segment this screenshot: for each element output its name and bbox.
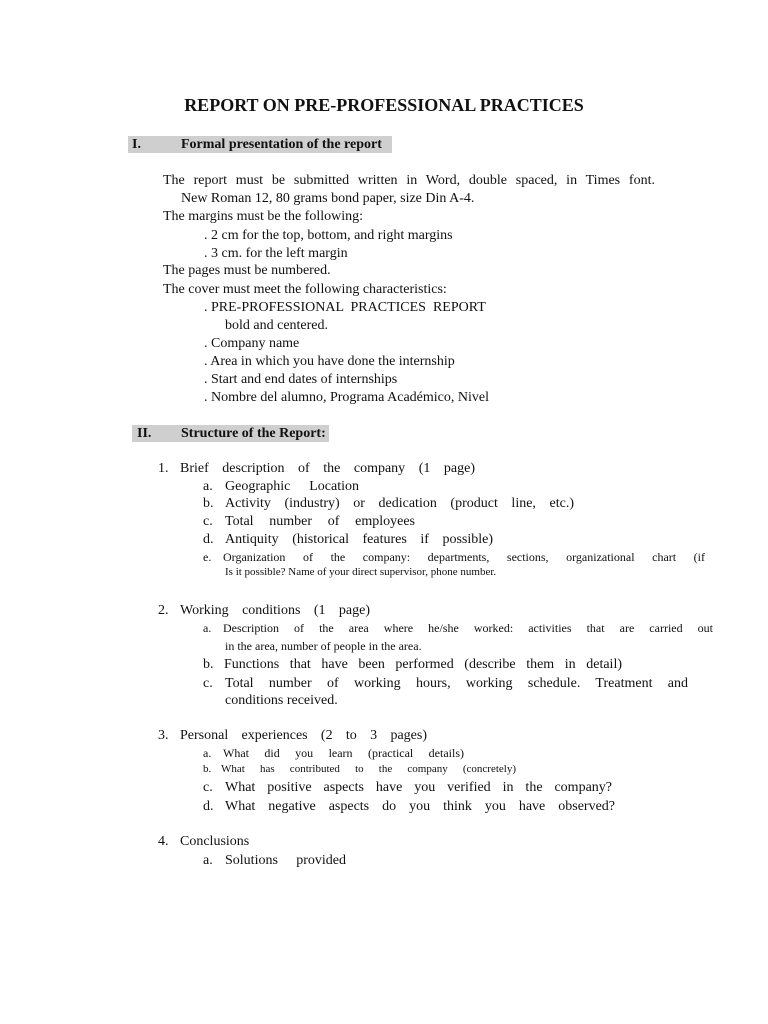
sub-item-text: Antiquity (historical features if possible) xyxy=(225,532,493,547)
sub-item-text: Activity (industry) or dedication (product line, etc.) xyxy=(225,496,574,511)
list-item-label: Conclusions xyxy=(180,834,250,849)
section-1-line: The cover must meet the following characteristics: xyxy=(163,282,447,297)
sub-item-text: What negative aspects do you think you have observed? xyxy=(225,799,615,814)
sub-item-text: Solutions provided xyxy=(225,853,346,868)
section-2-number: II. xyxy=(137,426,152,441)
sub-item-text: Geographic Location xyxy=(225,479,359,494)
sub-item-letter: a. xyxy=(203,853,213,868)
list-item-number: 1. xyxy=(158,461,169,476)
section-1-line: . 3 cm. for the left margin xyxy=(204,246,348,261)
sub-item-letter: b. xyxy=(203,763,212,775)
sub-item-text: Total number of employees xyxy=(225,514,415,529)
sub-item-letter: c. xyxy=(203,676,213,691)
list-item-label: Working conditions (1 page) xyxy=(180,603,370,618)
sub-item-letter: a. xyxy=(203,621,212,635)
list-item-number: 2. xyxy=(158,603,169,618)
sub-item-text: Description of the area where he/she worked: activities that are carried out xyxy=(223,621,713,635)
section-1-line: . Start and end dates of internships xyxy=(204,372,398,387)
sub-item-text: What positive aspects have you verified in the company? xyxy=(225,780,612,795)
list-item-label: Personal experiences (2 to 3 pages) xyxy=(180,728,427,743)
section-1-line: . Nombre del alumno, Programa Académico, Nivel xyxy=(204,390,489,405)
section-1-line: The pages must be numbered. xyxy=(163,263,331,278)
page-title: REPORT ON PRE-PROFESSIONAL PRACTICES xyxy=(184,95,584,115)
section-1-line: . Company name xyxy=(204,336,300,351)
sub-item-letter: a. xyxy=(203,479,213,494)
section-1-line: The report must be submitted written in Word, double spaced, in Times font. xyxy=(163,173,655,188)
sub-item-letter: b. xyxy=(203,657,214,672)
sub-item-text-continued: in the area, number of people in the area. xyxy=(225,639,422,653)
list-item-number: 3. xyxy=(158,728,169,743)
section-1-heading: Formal presentation of the report xyxy=(181,137,382,152)
sub-item-text: What did you learn (practical details) xyxy=(223,746,464,760)
sub-item-letter: d. xyxy=(203,532,214,547)
section-1-line: . Area in which you have done the internship xyxy=(204,354,455,369)
section-1-line: . 2 cm for the top, bottom, and right margins xyxy=(204,228,453,243)
sub-item-letter: b. xyxy=(203,496,214,511)
sub-item-text: Functions that have been performed (describe them in detail) xyxy=(224,657,622,672)
sub-item-text: Organization of the company: departments, sections, organizational chart (if xyxy=(223,550,705,564)
list-item-label: Brief description of the company (1 page) xyxy=(180,461,475,476)
sub-item-text-continued: conditions received. xyxy=(225,693,338,708)
section-1-line: . PRE-PROFESSIONAL PRACTICES REPORT xyxy=(204,300,486,315)
sub-item-letter: a. xyxy=(203,746,212,760)
sub-item-letter: c. xyxy=(203,780,213,795)
section-1-line: New Roman 12, 80 grams bond paper, size Din A-4. xyxy=(181,191,475,206)
sub-item-letter: d. xyxy=(203,799,214,814)
sub-item-text: What has contributed to the company (concretely) xyxy=(221,763,516,775)
sub-item-letter: c. xyxy=(203,514,213,529)
list-item-number: 4. xyxy=(158,834,169,849)
sub-item-text-continued: Is it possible? Name of your direct supervisor, phone number. xyxy=(225,566,497,578)
section-2-heading: Structure of the Report: xyxy=(181,426,326,441)
section-1-line: The margins must be the following: xyxy=(163,209,363,224)
section-1-number: I. xyxy=(132,137,141,152)
section-1-line: bold and centered. xyxy=(225,318,329,333)
sub-item-letter: e. xyxy=(203,550,212,564)
sub-item-text: Total number of working hours, working schedule. Treatment and xyxy=(225,676,688,691)
